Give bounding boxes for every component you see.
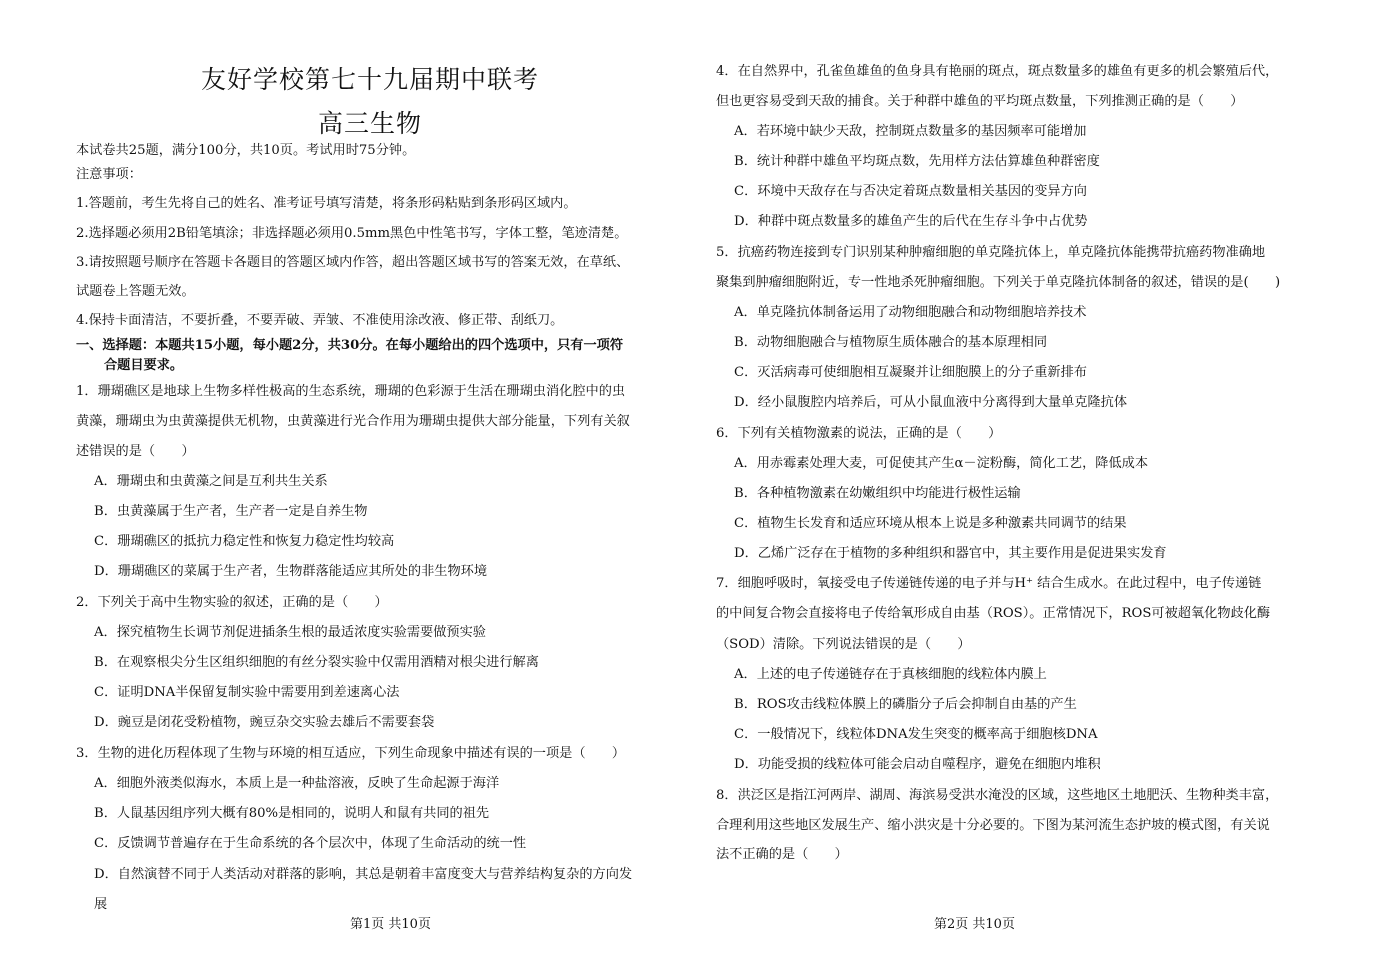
answer-option: B．各种植物激素在幼嫩组织中均能进行极性运输 [734,486,1021,501]
notice-item: 3.请按照题号顺序在答题卡各题目的答题区域内作答，超出答题区域书写的答案无效，在草纸、 [76,255,630,270]
answer-option: C．环境中天敌存在与否决定着斑点数量相关基因的变异方向 [734,184,1087,199]
question-stem: 2．下列关于高中生物实验的叙述，正确的是（ ） [76,595,388,610]
answer-option: C．植物生长发育和适应环境从根本上说是多种激素共同调节的结果 [734,516,1127,531]
notice-item: 试题卷上答题无效。 [76,284,195,299]
question-stem: 黄藻，珊瑚虫为虫黄藻提供无机物，虫黄藻进行光合作用为珊瑚虫提供大部分能量，下列有关叙 [76,414,630,429]
answer-option: A．上述的电子传递链存在于真核细胞的线粒体内膜上 [734,667,1047,682]
answer-option: D．豌豆是闭花受粉植物，豌豆杂交实验去雄后不需要套袋 [94,715,435,730]
section-heading: 一、选择题：本题共15小题，每小题2分，共30分。在每小题给出的四个选项中，只有一项符 [76,338,624,353]
notice-item: 4.保持卡面清洁，不要折叠，不要弄破、弄皱、不准使用涂改液、修正带、刮纸刀。 [76,313,564,328]
question-stem: 8．洪泛区是指江河两岸、湖周、海滨易受洪水淹没的区域，这些地区土地肥沃、生物种类丰富， [716,788,1279,803]
answer-option: B．ROS攻击线粒体膜上的磷脂分子后会抑制自由基的产生 [734,697,1077,712]
section-heading: 合题目要求。 [104,358,184,373]
page-footer: 第1页 共10页 [350,917,431,932]
answer-option: D．种群中斑点数量多的雄鱼产生的后代在生存斗争中占优势 [734,214,1088,229]
answer-option: 展 [94,897,108,912]
answer-option: B．虫黄藻属于生产者，生产者一定是自养生物 [94,504,368,519]
exam-intro: 本试卷共25题，满分100分，共10页。考试用时75分钟。 [76,143,416,158]
notice-heading: 注意事项： [76,167,142,182]
answer-option: A．若环境中缺少天敌，控制斑点数量多的基因频率可能增加 [734,124,1087,139]
answer-option: C．珊瑚礁区的抵抗力稳定性和恢复力稳定性均较高 [94,534,395,549]
notice-item: 2.选择题必须用2B铅笔填涂；非选择题必须用0.5mm黑色中性笔书写，字体工整，笔迹清楚。 [76,226,628,241]
question-stem: （SOD）清除。下列说法错误的是（ ） [716,637,971,652]
answer-option: B．人鼠基因组序列大概有80%是相同的，说明人和鼠有共同的祖先 [94,806,490,821]
notice-item: 1.答题前，考生先将自己的姓名、准考证号填写清楚，将条形码粘贴到条形码区域内。 [76,196,577,211]
answer-option: A．用赤霉素处理大麦，可促使其产生α－淀粉酶，简化工艺，降低成本 [734,456,1149,471]
question-stem: 述错误的是（ ） [76,444,195,459]
question-stem: 的中间复合物会直接将电子传给氧形成自由基（ROS）。正常情况下，ROS可被超氧化物歧化酶 [716,606,1271,621]
answer-option: C．一般情况下，线粒体DNA发生突变的概率高于细胞核DNA [734,727,1098,742]
question-stem: 5．抗癌药物连接到专门识别某种肿瘤细胞的单克隆抗体上，单克隆抗体能携带抗癌药物准确地 [716,245,1266,260]
question-stem: 聚集到肿瘤细胞附近，专一性地杀死肿瘤细胞。下列关于单克隆抗体制备的叙述，错误的是( ) [716,275,1281,290]
answer-option: D．珊瑚礁区的菜属于生产者，生物群落能适应其所处的非生物环境 [94,564,488,579]
answer-option: A．单克隆抗体制备运用了动物细胞融合和动物细胞培养技术 [734,305,1087,320]
answer-option: B．动物细胞融合与植物原生质体融合的基本原理相同 [734,335,1048,350]
answer-option: D．自然演替不同于人类活动对群落的影响，其总是朝着丰富度变大与营养结构复杂的方向发 [94,867,633,882]
question-stem: 但也更容易受到天敌的捕食。关于种群中雄鱼的平均斑点数量，下列推测正确的是（ ） [716,94,1244,109]
question-stem: 3．生物的进化历程体现了生物与环境的相互适应，下列生命现象中描述有误的一项是（ ） [76,746,626,761]
answer-option: C．证明DNA半保留复制实验中需要用到差速离心法 [94,685,400,700]
question-stem: 4．在自然界中，孔雀鱼雄鱼的鱼身具有艳丽的斑点，斑点数量多的雄鱼有更多的机会繁殖后代， [716,64,1279,79]
answer-option: A．细胞外液类似海水，本质上是一种盐溶液，反映了生命起源于海洋 [94,776,500,791]
answer-option: C．反馈调节普遍存在于生命系统的各个层次中，体现了生命活动的统一性 [94,836,527,851]
answer-option: D．功能受损的线粒体可能会启动自噬程序，避免在细胞内堆积 [734,757,1101,772]
exam-title: 友好学校第七十九届期中联考 [200,65,539,94]
question-stem: 合理利用这些地区发展生产、缩小洪灾是十分必要的。下图为某河流生态护坡的模式图，有关说 [716,818,1270,833]
answer-option: A．珊瑚虫和虫黄藻之间是互利共生关系 [94,474,328,489]
question-stem: 6．下列有关植物激素的说法，正确的是（ ） [716,426,1002,441]
answer-option: B．在观察根尖分生区组织细胞的有丝分裂实验中仅需用酒精对根尖进行解离 [94,655,539,670]
question-stem: 1．珊瑚礁区是地球上生物多样性极高的生态系统，珊瑚的色彩源于生活在珊瑚虫消化腔中的虫 [76,384,626,399]
page-footer: 第2页 共10页 [934,917,1015,932]
question-stem: 法不正确的是（ ） [716,847,848,862]
question-stem: 7．细胞呼吸时，氧接受电子传递链传递的电子并与H⁺ 结合生成水。在此过程中，电子传递链 [716,576,1262,591]
answer-option: B．统计种群中雄鱼平均斑点数，先用样方法估算雄鱼种群密度 [734,154,1100,169]
answer-option: C．灭活病毒可使细胞相互凝聚并让细胞膜上的分子重新排布 [734,365,1087,380]
answer-option: A．探究植物生长调节剂促进插条生根的最适浓度实验需要做预实验 [94,625,486,640]
exam-subtitle: 高三生物 [317,109,422,138]
answer-option: D．经小鼠腹腔内培养后，可从小鼠血液中分离得到大量单克隆抗体 [734,395,1128,410]
exam-page-2 [688,0,1376,972]
answer-option: D．乙烯广泛存在于植物的多种组织和器官中，其主要作用是促进果实发育 [734,546,1167,561]
